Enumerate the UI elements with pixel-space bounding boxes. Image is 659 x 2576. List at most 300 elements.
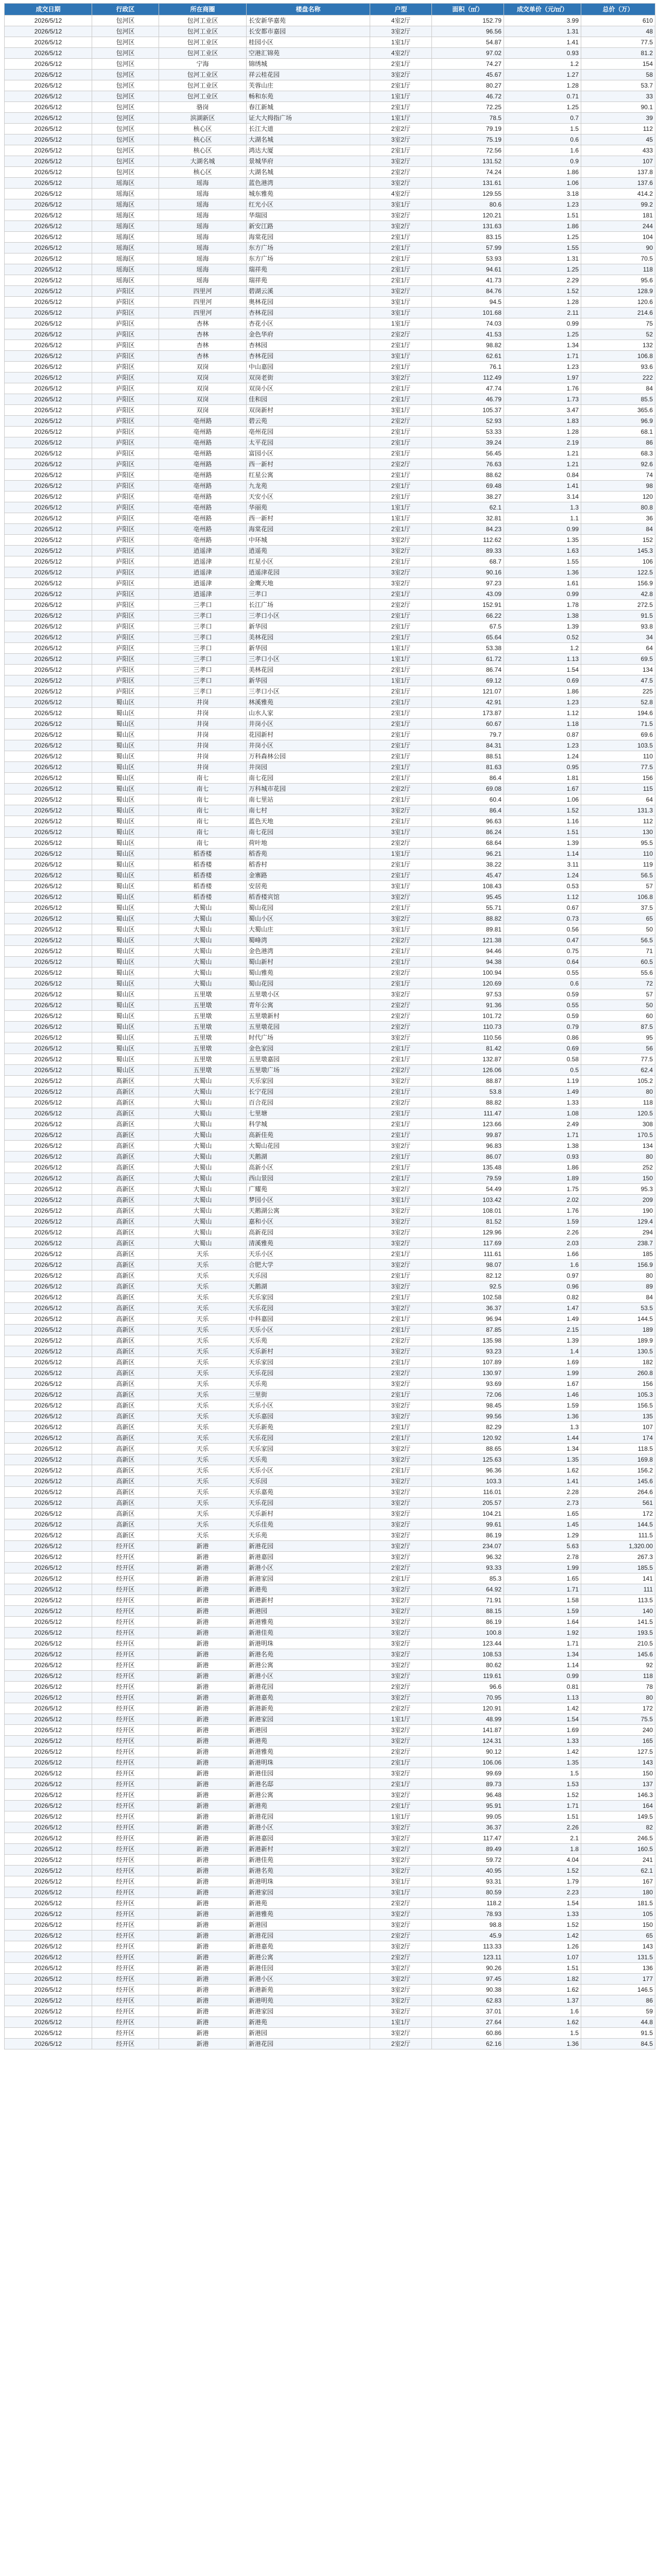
table-row[interactable]	[5, 1054, 655, 1065]
table-row[interactable]	[5, 654, 655, 665]
table-row[interactable]	[5, 1995, 655, 2006]
cell-layout: 2室1厅	[370, 556, 432, 567]
table-row[interactable]	[5, 124, 655, 134]
table-row[interactable]	[5, 1368, 655, 1379]
cell-area: 32.81	[432, 513, 504, 524]
table-row[interactable]	[5, 838, 655, 849]
table-row[interactable]	[5, 481, 655, 492]
cell-district: 高新区	[92, 1130, 159, 1141]
cell-unit-price: 0.7	[504, 113, 581, 124]
table-row[interactable]	[5, 1011, 655, 1022]
table-row[interactable]	[5, 1216, 655, 1227]
table-row[interactable]	[5, 1628, 655, 1638]
cell-district: 庐阳区	[92, 556, 159, 567]
table-row[interactable]	[5, 383, 655, 394]
cell-total-price: 96.9	[581, 416, 655, 427]
cell-business-area: 新港	[159, 1779, 247, 1790]
table-row[interactable]	[5, 946, 655, 957]
table-row[interactable]	[5, 773, 655, 784]
cell-layout: 2室1厅	[370, 1054, 432, 1065]
cell-business-area: 大蜀山	[159, 957, 247, 968]
table-row[interactable]	[5, 1541, 655, 1552]
table-row[interactable]	[5, 340, 655, 351]
cell-total-price: 53.7	[581, 80, 655, 91]
table-row[interactable]	[5, 1335, 655, 1346]
table-row[interactable]	[5, 1736, 655, 1747]
table-row[interactable]	[5, 1844, 655, 1855]
header-business-area[interactable]: 所在商圈	[159, 4, 247, 15]
table-row[interactable]	[5, 924, 655, 935]
table-row[interactable]	[5, 1325, 655, 1335]
cell-total-price: 39	[581, 113, 655, 124]
table-row[interactable]	[5, 1584, 655, 1595]
header-area[interactable]: 面积（㎡）	[432, 4, 504, 15]
table-row[interactable]	[5, 1725, 655, 1736]
table-row[interactable]	[5, 1530, 655, 1541]
cell-business-area: 逍遥津	[159, 578, 247, 589]
table-row[interactable]	[5, 686, 655, 697]
header-total-price[interactable]: 总价（万）	[581, 4, 655, 15]
cell-date: 2026/5/12	[5, 1162, 92, 1173]
table-row[interactable]	[5, 502, 655, 513]
cell-business-area: 井岗	[159, 751, 247, 762]
table-row[interactable]	[5, 1162, 655, 1173]
table-row[interactable]	[5, 1260, 655, 1270]
table-row[interactable]	[5, 1411, 655, 1422]
cell-estate-name: 新港新苑	[247, 1985, 370, 1995]
cell-estate-name: 金寨路	[247, 870, 370, 881]
cell-business-area: 天乐	[159, 1422, 247, 1433]
table-row[interactable]	[5, 1563, 655, 1573]
cell-business-area: 新港	[159, 1757, 247, 1768]
table-row[interactable]	[5, 167, 655, 178]
cell-business-area: 稻香楼	[159, 892, 247, 903]
cell-total-price: 70.5	[581, 253, 655, 264]
table-row[interactable]	[5, 1606, 655, 1617]
table-row[interactable]	[5, 621, 655, 632]
table-row[interactable]	[5, 892, 655, 903]
cell-district: 经开区	[92, 1952, 159, 1963]
header-unit-price[interactable]: 成交单价（元/㎡）	[504, 4, 581, 15]
table-row[interactable]	[5, 48, 655, 59]
cell-unit-price: 3.14	[504, 492, 581, 502]
table-row[interactable]	[5, 1703, 655, 1714]
cell-district: 庐阳区	[92, 362, 159, 372]
table-row[interactable]	[5, 1097, 655, 1108]
cell-layout: 2室1厅	[370, 80, 432, 91]
table-row[interactable]	[5, 1141, 655, 1151]
table-row[interactable]	[5, 1465, 655, 1476]
cell-unit-price: 1.28	[504, 297, 581, 308]
cell-area: 96.94	[432, 1314, 504, 1325]
table-row[interactable]	[5, 2028, 655, 2039]
table-row[interactable]	[5, 2017, 655, 2028]
table-row[interactable]	[5, 697, 655, 708]
cell-business-area: 新港	[159, 1930, 247, 1941]
table-row[interactable]	[5, 1963, 655, 1974]
cell-business-area: 亳州路	[159, 416, 247, 427]
table-row[interactable]	[5, 903, 655, 913]
table-row[interactable]	[5, 1043, 655, 1054]
cell-layout: 2室1厅	[370, 1573, 432, 1584]
cell-area: 91.36	[432, 1000, 504, 1011]
cell-business-area: 亳州路	[159, 459, 247, 470]
table-row[interactable]	[5, 80, 655, 91]
cell-estate-name: 新港苑	[247, 2017, 370, 2028]
cell-total-price: 167	[581, 1876, 655, 1887]
table-row[interactable]	[5, 827, 655, 838]
table-row[interactable]	[5, 243, 655, 253]
cell-unit-price: 0.73	[504, 913, 581, 924]
table-row[interactable]	[5, 178, 655, 189]
table-row[interactable]	[5, 1682, 655, 1692]
table-row[interactable]	[5, 2006, 655, 2017]
table-row[interactable]	[5, 1400, 655, 1411]
cell-total-price: 189	[581, 1325, 655, 1335]
table-row[interactable]	[5, 351, 655, 362]
table-row[interactable]	[5, 794, 655, 805]
table-row[interactable]	[5, 1930, 655, 1941]
table-row[interactable]	[5, 210, 655, 221]
cell-estate-name: 证大大拇指广场	[247, 113, 370, 124]
table-row[interactable]	[5, 1357, 655, 1368]
table-row[interactable]	[5, 600, 655, 611]
table-row[interactable]	[5, 665, 655, 675]
cell-unit-price: 1.78	[504, 600, 581, 611]
table-row[interactable]	[5, 1757, 655, 1768]
cell-estate-name: 春江新城	[247, 102, 370, 113]
table-row[interactable]	[5, 1985, 655, 1995]
cell-total-price: 156	[581, 773, 655, 784]
header-date[interactable]: 成交日期	[5, 4, 92, 15]
table-row[interactable]	[5, 102, 655, 113]
cell-total-price: 156.9	[581, 1260, 655, 1270]
cell-district: 高新区	[92, 1379, 159, 1389]
cell-business-area: 新港	[159, 1692, 247, 1703]
table-row[interactable]	[5, 1281, 655, 1292]
table-row[interactable]	[5, 459, 655, 470]
cell-district: 蜀山区	[92, 719, 159, 730]
table-row[interactable]	[5, 935, 655, 946]
cell-business-area: 新港	[159, 1909, 247, 1920]
cell-date: 2026/5/12	[5, 362, 92, 372]
table-row[interactable]	[5, 957, 655, 968]
table-row[interactable]	[5, 470, 655, 481]
cell-total-price: 222	[581, 372, 655, 383]
table-row[interactable]	[5, 1379, 655, 1389]
cell-unit-price: 1.13	[504, 654, 581, 665]
cell-total-price: 308	[581, 1119, 655, 1130]
table-row[interactable]	[5, 416, 655, 427]
table-row[interactable]	[5, 1238, 655, 1249]
cell-district: 庐阳区	[92, 394, 159, 405]
table-row[interactable]	[5, 297, 655, 308]
cell-district: 高新区	[92, 1389, 159, 1400]
table-row[interactable]	[5, 286, 655, 297]
table-row[interactable]	[5, 232, 655, 243]
table-row[interactable]	[5, 134, 655, 145]
table-row[interactable]	[5, 859, 655, 870]
cell-district: 蜀山区	[92, 816, 159, 827]
cell-business-area: 宁海	[159, 59, 247, 70]
table-row[interactable]	[5, 2039, 655, 2049]
table-row[interactable]	[5, 91, 655, 102]
table-row[interactable]	[5, 1173, 655, 1184]
header-district[interactable]: 行政区	[92, 4, 159, 15]
cell-estate-name: 新港苑	[247, 1736, 370, 1747]
table-row[interactable]	[5, 556, 655, 567]
table-row[interactable]	[5, 70, 655, 80]
cell-estate-name: 蓝色天地	[247, 816, 370, 827]
table-row[interactable]	[5, 1000, 655, 1011]
cell-layout: 3室2厅	[370, 1487, 432, 1498]
table-row[interactable]	[5, 805, 655, 816]
table-row[interactable]	[5, 1941, 655, 1952]
table-row[interactable]	[5, 881, 655, 892]
cell-layout: 2室1厅	[370, 611, 432, 621]
table-row[interactable]	[5, 1573, 655, 1584]
cell-date: 2026/5/12	[5, 1281, 92, 1292]
table-row[interactable]	[5, 1768, 655, 1779]
table-row[interactable]	[5, 1779, 655, 1790]
table-row[interactable]	[5, 26, 655, 37]
table-row[interactable]	[5, 15, 655, 26]
cell-district: 包河区	[92, 113, 159, 124]
table-row[interactable]	[5, 1184, 655, 1195]
cell-total-price: 56.5	[581, 935, 655, 946]
cell-area: 75.19	[432, 134, 504, 145]
table-row[interactable]	[5, 1920, 655, 1930]
table-row[interactable]	[5, 1422, 655, 1433]
cell-area: 85.3	[432, 1573, 504, 1584]
table-row[interactable]	[5, 427, 655, 437]
table-row[interactable]	[5, 492, 655, 502]
cell-date: 2026/5/12	[5, 556, 92, 567]
table-row[interactable]	[5, 1974, 655, 1985]
table-row[interactable]	[5, 762, 655, 773]
cell-business-area: 四里河	[159, 297, 247, 308]
table-row[interactable]	[5, 156, 655, 167]
table-row[interactable]	[5, 1227, 655, 1238]
table-row[interactable]	[5, 1292, 655, 1303]
table-row[interactable]	[5, 611, 655, 621]
table-row[interactable]	[5, 1617, 655, 1628]
table-row[interactable]	[5, 1087, 655, 1097]
table-row[interactable]	[5, 740, 655, 751]
cell-estate-name: 杏花小区	[247, 318, 370, 329]
cell-business-area: 亳州路	[159, 481, 247, 492]
table-row[interactable]	[5, 1130, 655, 1141]
table-row[interactable]	[5, 437, 655, 448]
table-row[interactable]	[5, 1022, 655, 1032]
table-row[interactable]	[5, 1509, 655, 1519]
table-row[interactable]	[5, 567, 655, 578]
cell-area: 84.23	[432, 524, 504, 535]
cell-business-area: 天乐	[159, 1292, 247, 1303]
cell-estate-name: 新港新苑	[247, 1703, 370, 1714]
cell-unit-price: 1.24	[504, 751, 581, 762]
table-row[interactable]	[5, 1303, 655, 1314]
table-row[interactable]	[5, 1270, 655, 1281]
table-row[interactable]	[5, 1454, 655, 1465]
cell-district: 蜀山区	[92, 1022, 159, 1032]
cell-district: 蜀山区	[92, 957, 159, 968]
table-row[interactable]	[5, 1206, 655, 1216]
table-row[interactable]	[5, 318, 655, 329]
table-row[interactable]	[5, 145, 655, 156]
table-row[interactable]	[5, 189, 655, 199]
table-row[interactable]	[5, 1952, 655, 1963]
table-row[interactable]	[5, 1151, 655, 1162]
table-row[interactable]	[5, 1909, 655, 1920]
table-row[interactable]	[5, 1714, 655, 1725]
table-row[interactable]	[5, 1866, 655, 1876]
table-row[interactable]	[5, 1476, 655, 1487]
header-estate-name[interactable]: 楼盘名称	[247, 4, 370, 15]
table-row[interactable]	[5, 1790, 655, 1801]
table-row[interactable]	[5, 1822, 655, 1833]
cell-total-price: 112	[581, 124, 655, 134]
table-row[interactable]	[5, 275, 655, 286]
table-row[interactable]	[5, 1389, 655, 1400]
table-row[interactable]	[5, 1314, 655, 1325]
table-row[interactable]	[5, 394, 655, 405]
cell-total-price: 95	[581, 1032, 655, 1043]
table-row[interactable]	[5, 849, 655, 859]
table-row[interactable]	[5, 221, 655, 232]
cell-business-area: 瑶海	[159, 264, 247, 275]
cell-layout: 1室1厅	[370, 318, 432, 329]
cell-district: 高新区	[92, 1519, 159, 1530]
table-row[interactable]	[5, 589, 655, 600]
table-row[interactable]	[5, 730, 655, 740]
table-row[interactable]	[5, 1898, 655, 1909]
cell-district: 蜀山区	[92, 794, 159, 805]
cell-total-price: 37.5	[581, 903, 655, 913]
table-row[interactable]	[5, 913, 655, 924]
cell-layout: 3室2厅	[370, 1963, 432, 1974]
cell-date: 2026/5/12	[5, 297, 92, 308]
table-row[interactable]	[5, 1065, 655, 1076]
table-row[interactable]	[5, 113, 655, 124]
table-row[interactable]	[5, 253, 655, 264]
table-row[interactable]	[5, 632, 655, 643]
cell-business-area: 大湖名城	[159, 156, 247, 167]
cell-business-area: 五里墩	[159, 1054, 247, 1065]
table-row[interactable]	[5, 1032, 655, 1043]
table-row[interactable]	[5, 643, 655, 654]
cell-estate-name: 亳州花园	[247, 427, 370, 437]
cell-estate-name: 高新花园	[247, 1227, 370, 1238]
table-row[interactable]	[5, 1692, 655, 1703]
table-row[interactable]	[5, 1671, 655, 1682]
cell-estate-name: 蜀山雅苑	[247, 968, 370, 978]
table-row[interactable]	[5, 372, 655, 383]
cell-unit-price: 1.24	[504, 870, 581, 881]
table-row[interactable]	[5, 1595, 655, 1606]
table-row[interactable]	[5, 546, 655, 556]
table-row[interactable]	[5, 1887, 655, 1898]
cell-date: 2026/5/12	[5, 1022, 92, 1032]
table-row[interactable]	[5, 1119, 655, 1130]
table-row[interactable]	[5, 1433, 655, 1444]
cell-total-price: 112	[581, 816, 655, 827]
table-row[interactable]	[5, 1649, 655, 1660]
cell-unit-price: 0.59	[504, 1011, 581, 1022]
table-row[interactable]	[5, 719, 655, 730]
table-row[interactable]	[5, 675, 655, 686]
cell-area: 40.95	[432, 1866, 504, 1876]
cell-estate-name: 新港苑	[247, 1584, 370, 1595]
table-row[interactable]	[5, 199, 655, 210]
cell-total-price: 71.5	[581, 719, 655, 730]
cell-estate-name: 天乐苑	[247, 1530, 370, 1541]
table-row[interactable]	[5, 1876, 655, 1887]
cell-area: 59.72	[432, 1855, 504, 1866]
table-row[interactable]	[5, 329, 655, 340]
table-row[interactable]	[5, 1498, 655, 1509]
cell-district: 高新区	[92, 1314, 159, 1325]
cell-total-price: 128.9	[581, 286, 655, 297]
table-row[interactable]	[5, 59, 655, 70]
cell-area: 38.27	[432, 492, 504, 502]
table-row[interactable]	[5, 1108, 655, 1119]
cell-total-price: 122.5	[581, 567, 655, 578]
table-row[interactable]	[5, 989, 655, 1000]
table-row[interactable]	[5, 816, 655, 827]
table-row[interactable]	[5, 513, 655, 524]
table-row[interactable]	[5, 578, 655, 589]
table-row[interactable]	[5, 1487, 655, 1498]
table-row[interactable]	[5, 1855, 655, 1866]
cell-business-area: 天乐	[159, 1368, 247, 1379]
table-row[interactable]	[5, 1660, 655, 1671]
cell-total-price: 90	[581, 243, 655, 253]
table-row[interactable]	[5, 1519, 655, 1530]
table-row[interactable]	[5, 405, 655, 416]
table-row[interactable]	[5, 524, 655, 535]
table-row[interactable]	[5, 1444, 655, 1454]
table-row[interactable]	[5, 1747, 655, 1757]
table-row[interactable]	[5, 264, 655, 275]
table-row[interactable]	[5, 37, 655, 48]
table-row[interactable]	[5, 1833, 655, 1844]
table-row[interactable]	[5, 535, 655, 546]
table-row[interactable]	[5, 1552, 655, 1563]
header-layout[interactable]: 户型	[370, 4, 432, 15]
cell-date: 2026/5/12	[5, 394, 92, 405]
table-row[interactable]	[5, 1249, 655, 1260]
table-row[interactable]	[5, 1801, 655, 1811]
table-row[interactable]	[5, 448, 655, 459]
cell-area: 76.63	[432, 459, 504, 470]
table-row[interactable]	[5, 1638, 655, 1649]
table-row[interactable]	[5, 362, 655, 372]
table-row[interactable]	[5, 1195, 655, 1206]
table-row[interactable]	[5, 784, 655, 794]
table-row[interactable]	[5, 1346, 655, 1357]
table-row[interactable]	[5, 1811, 655, 1822]
cell-estate-name: 科学城	[247, 1119, 370, 1130]
table-row[interactable]	[5, 708, 655, 719]
table-row[interactable]	[5, 1076, 655, 1087]
table-row[interactable]	[5, 870, 655, 881]
table-row[interactable]	[5, 308, 655, 318]
table-row[interactable]	[5, 978, 655, 989]
table-row[interactable]	[5, 968, 655, 978]
table-row[interactable]	[5, 751, 655, 762]
cell-area: 129.55	[432, 189, 504, 199]
